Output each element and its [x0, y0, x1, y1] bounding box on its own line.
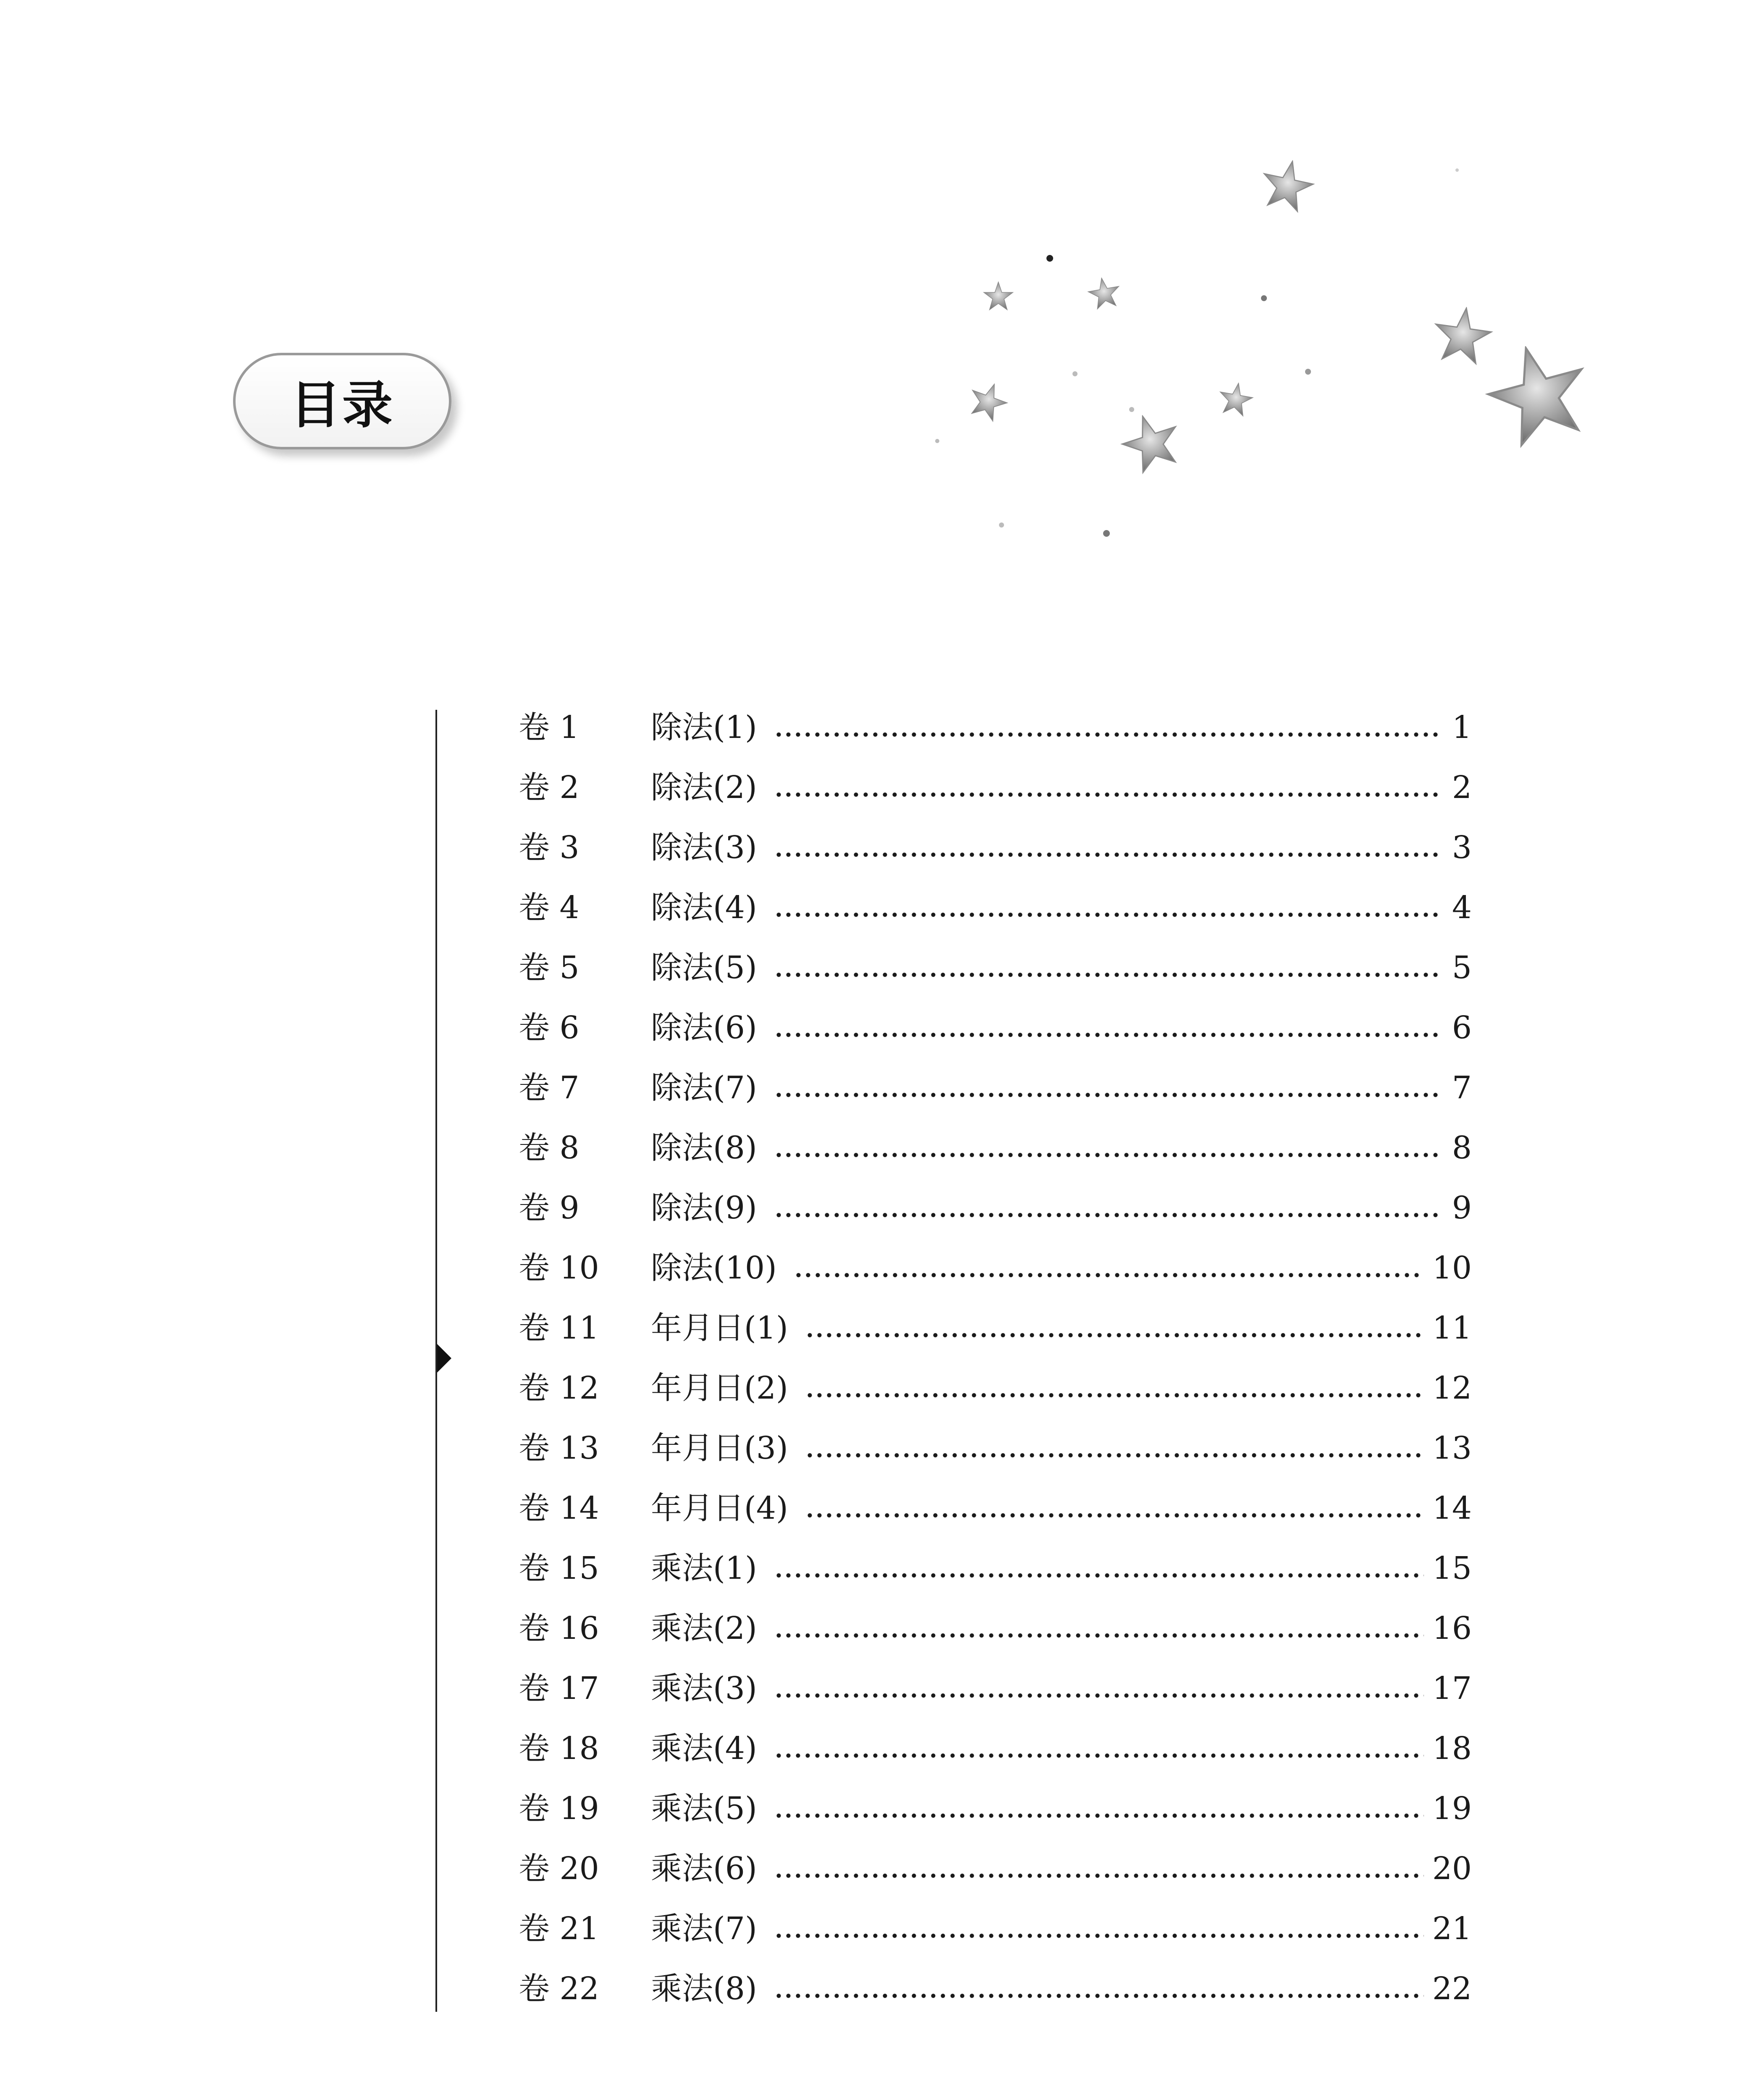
toc-volume-label: 卷 5 — [519, 949, 579, 986]
toc-entry[interactable] — [519, 1838, 1472, 1898]
dot-leader — [774, 1553, 1424, 1584]
toc-page-number: 18 — [1432, 1730, 1472, 1767]
toc-page-number: 16 — [1432, 1610, 1472, 1646]
toc-page-number: 7 — [1452, 1069, 1472, 1106]
dot-leader — [774, 1072, 1438, 1103]
toc-entry-title: 除法(3) — [651, 829, 757, 866]
toc-volume-label: 卷 13 — [519, 1430, 599, 1466]
toc-page-number: 22 — [1432, 1970, 1472, 2007]
star-icon — [1431, 304, 1494, 365]
toc-title-badge — [233, 353, 451, 449]
toc-volume-label: 卷 17 — [519, 1670, 599, 1706]
toc-entry[interactable] — [519, 1718, 1472, 1778]
dot-leader — [805, 1312, 1424, 1344]
dot-leader — [774, 1132, 1438, 1163]
dot-leader — [774, 1973, 1424, 2004]
toc-volume-label: 卷 4 — [519, 889, 579, 926]
dot-leader — [774, 1012, 1438, 1043]
toc-page-number: 13 — [1432, 1430, 1472, 1466]
toc-entry-title: 除法(4) — [651, 889, 757, 926]
toc-entry-title: 年月日(2) — [651, 1370, 788, 1406]
toc-volume-label: 卷 8 — [519, 1129, 579, 1166]
toc-entry-title: 年月日(1) — [651, 1310, 788, 1346]
toc-page-number: 14 — [1432, 1490, 1472, 1526]
toc-page-number: 12 — [1432, 1370, 1472, 1406]
dot-leader — [794, 1252, 1424, 1284]
toc-entry-title: 除法(9) — [651, 1189, 757, 1226]
toc-entry-title: 年月日(3) — [651, 1430, 788, 1466]
toc-page-number: 20 — [1432, 1850, 1472, 1887]
dot-leader — [774, 1613, 1424, 1644]
toc-volume-label: 卷 1 — [519, 709, 579, 746]
toc-entry[interactable] — [519, 1958, 1472, 2019]
star-icon — [1258, 156, 1317, 214]
toc-volume-label: 卷 16 — [519, 1610, 599, 1646]
toc-entry[interactable] — [519, 937, 1472, 998]
toc-page-number: 10 — [1432, 1250, 1472, 1286]
toc-entry[interactable] — [519, 1118, 1472, 1178]
dot-leader — [774, 1192, 1438, 1223]
toc-entry[interactable] — [519, 998, 1472, 1058]
toc-volume-label: 卷 21 — [519, 1910, 599, 1947]
dot-leader — [774, 1673, 1424, 1704]
dot-leader — [805, 1433, 1424, 1464]
toc-volume-label: 卷 22 — [519, 1970, 599, 2007]
toc-volume-label: 卷 15 — [519, 1550, 599, 1586]
star-icon — [1479, 336, 1597, 450]
toc-entry[interactable] — [519, 1778, 1472, 1838]
dot-leader — [774, 1793, 1424, 1824]
toc-page-number: 9 — [1452, 1189, 1472, 1226]
dot-leader — [774, 1853, 1424, 1884]
star-icon — [984, 282, 1013, 310]
toc-volume-label: 卷 2 — [519, 769, 579, 806]
toc-volume-label: 卷 19 — [519, 1790, 599, 1827]
toc-entry-title: 乘法(4) — [651, 1730, 757, 1767]
toc-page-number: 8 — [1452, 1129, 1472, 1166]
toc-entry[interactable] — [519, 1418, 1472, 1478]
toc-page-number: 6 — [1452, 1009, 1472, 1046]
table-of-contents — [519, 697, 1472, 2019]
toc-entry-title: 除法(10) — [651, 1250, 777, 1286]
toc-volume-label: 卷 9 — [519, 1189, 579, 1226]
toc-entry[interactable] — [519, 757, 1472, 817]
toc-entry[interactable] — [519, 1598, 1472, 1658]
dot-leader — [774, 712, 1438, 743]
toc-page-number: 21 — [1432, 1910, 1472, 1947]
toc-volume-label: 卷 10 — [519, 1250, 599, 1286]
toc-page-number: 3 — [1452, 829, 1472, 866]
star-icon — [1217, 381, 1255, 417]
toc-entry[interactable] — [519, 1538, 1472, 1598]
toc-entry[interactable] — [519, 1358, 1472, 1418]
toc-page-number: 1 — [1452, 709, 1472, 746]
toc-page-number: 4 — [1452, 889, 1472, 926]
pointer-marker-icon — [437, 1344, 451, 1373]
dot-leader — [774, 1913, 1424, 1944]
toc-entry[interactable] — [519, 1298, 1472, 1358]
toc-entry[interactable] — [519, 1658, 1472, 1718]
toc-entry[interactable] — [519, 1238, 1472, 1298]
toc-volume-label: 卷 12 — [519, 1370, 599, 1406]
dot-leader — [774, 832, 1438, 863]
toc-entry-title: 除法(2) — [651, 769, 757, 806]
toc-volume-label: 卷 20 — [519, 1850, 599, 1887]
toc-page-number: 17 — [1432, 1670, 1472, 1706]
toc-entry-title: 乘法(8) — [651, 1970, 757, 2007]
toc-entry-title: 乘法(6) — [651, 1850, 757, 1887]
toc-entry[interactable] — [519, 817, 1472, 877]
toc-entry[interactable] — [519, 1058, 1472, 1118]
star-icon — [1116, 408, 1186, 476]
toc-page-number: 11 — [1432, 1310, 1472, 1346]
toc-volume-label: 卷 11 — [519, 1310, 599, 1346]
toc-entry[interactable] — [519, 877, 1472, 937]
dot-leader — [805, 1373, 1424, 1404]
toc-page-number: 19 — [1432, 1790, 1472, 1827]
toc-page-number: 15 — [1432, 1550, 1472, 1586]
toc-volume-label: 卷 18 — [519, 1730, 599, 1767]
dot-leader — [774, 892, 1438, 923]
dot-leader — [774, 772, 1438, 803]
toc-entry-title: 除法(6) — [651, 1009, 757, 1046]
star-icon — [1086, 276, 1122, 310]
toc-page-number: 2 — [1452, 769, 1472, 806]
dot-leader — [774, 952, 1438, 983]
toc-entry-title: 乘法(3) — [651, 1670, 757, 1706]
toc-entry[interactable] — [519, 1898, 1472, 1958]
toc-entry[interactable] — [519, 1478, 1472, 1538]
toc-volume-label: 卷 14 — [519, 1490, 599, 1526]
toc-entry-title: 乘法(7) — [651, 1910, 757, 1947]
toc-volume-label: 卷 3 — [519, 829, 579, 866]
toc-page-number: 5 — [1452, 949, 1472, 986]
decorative-stars — [907, 139, 1621, 559]
dot-leader — [805, 1493, 1424, 1524]
toc-entry-title: 除法(5) — [651, 949, 757, 986]
toc-entry-title: 乘法(1) — [651, 1550, 757, 1586]
dot-leader — [774, 1733, 1424, 1764]
toc-entry-title: 乘法(2) — [651, 1610, 757, 1646]
toc-entry-title: 年月日(4) — [651, 1490, 788, 1526]
toc-entry-title: 除法(1) — [651, 709, 757, 746]
toc-entry-title: 乘法(5) — [651, 1790, 757, 1827]
star-icon — [965, 378, 1012, 423]
page-title: 目录 — [290, 376, 394, 435]
toc-volume-label: 卷 6 — [519, 1009, 579, 1046]
toc-entry[interactable] — [519, 1178, 1472, 1238]
toc-volume-label: 卷 7 — [519, 1069, 579, 1106]
toc-entry-title: 除法(7) — [651, 1069, 757, 1106]
toc-entry[interactable] — [519, 697, 1472, 757]
toc-entry-title: 除法(8) — [651, 1129, 757, 1166]
